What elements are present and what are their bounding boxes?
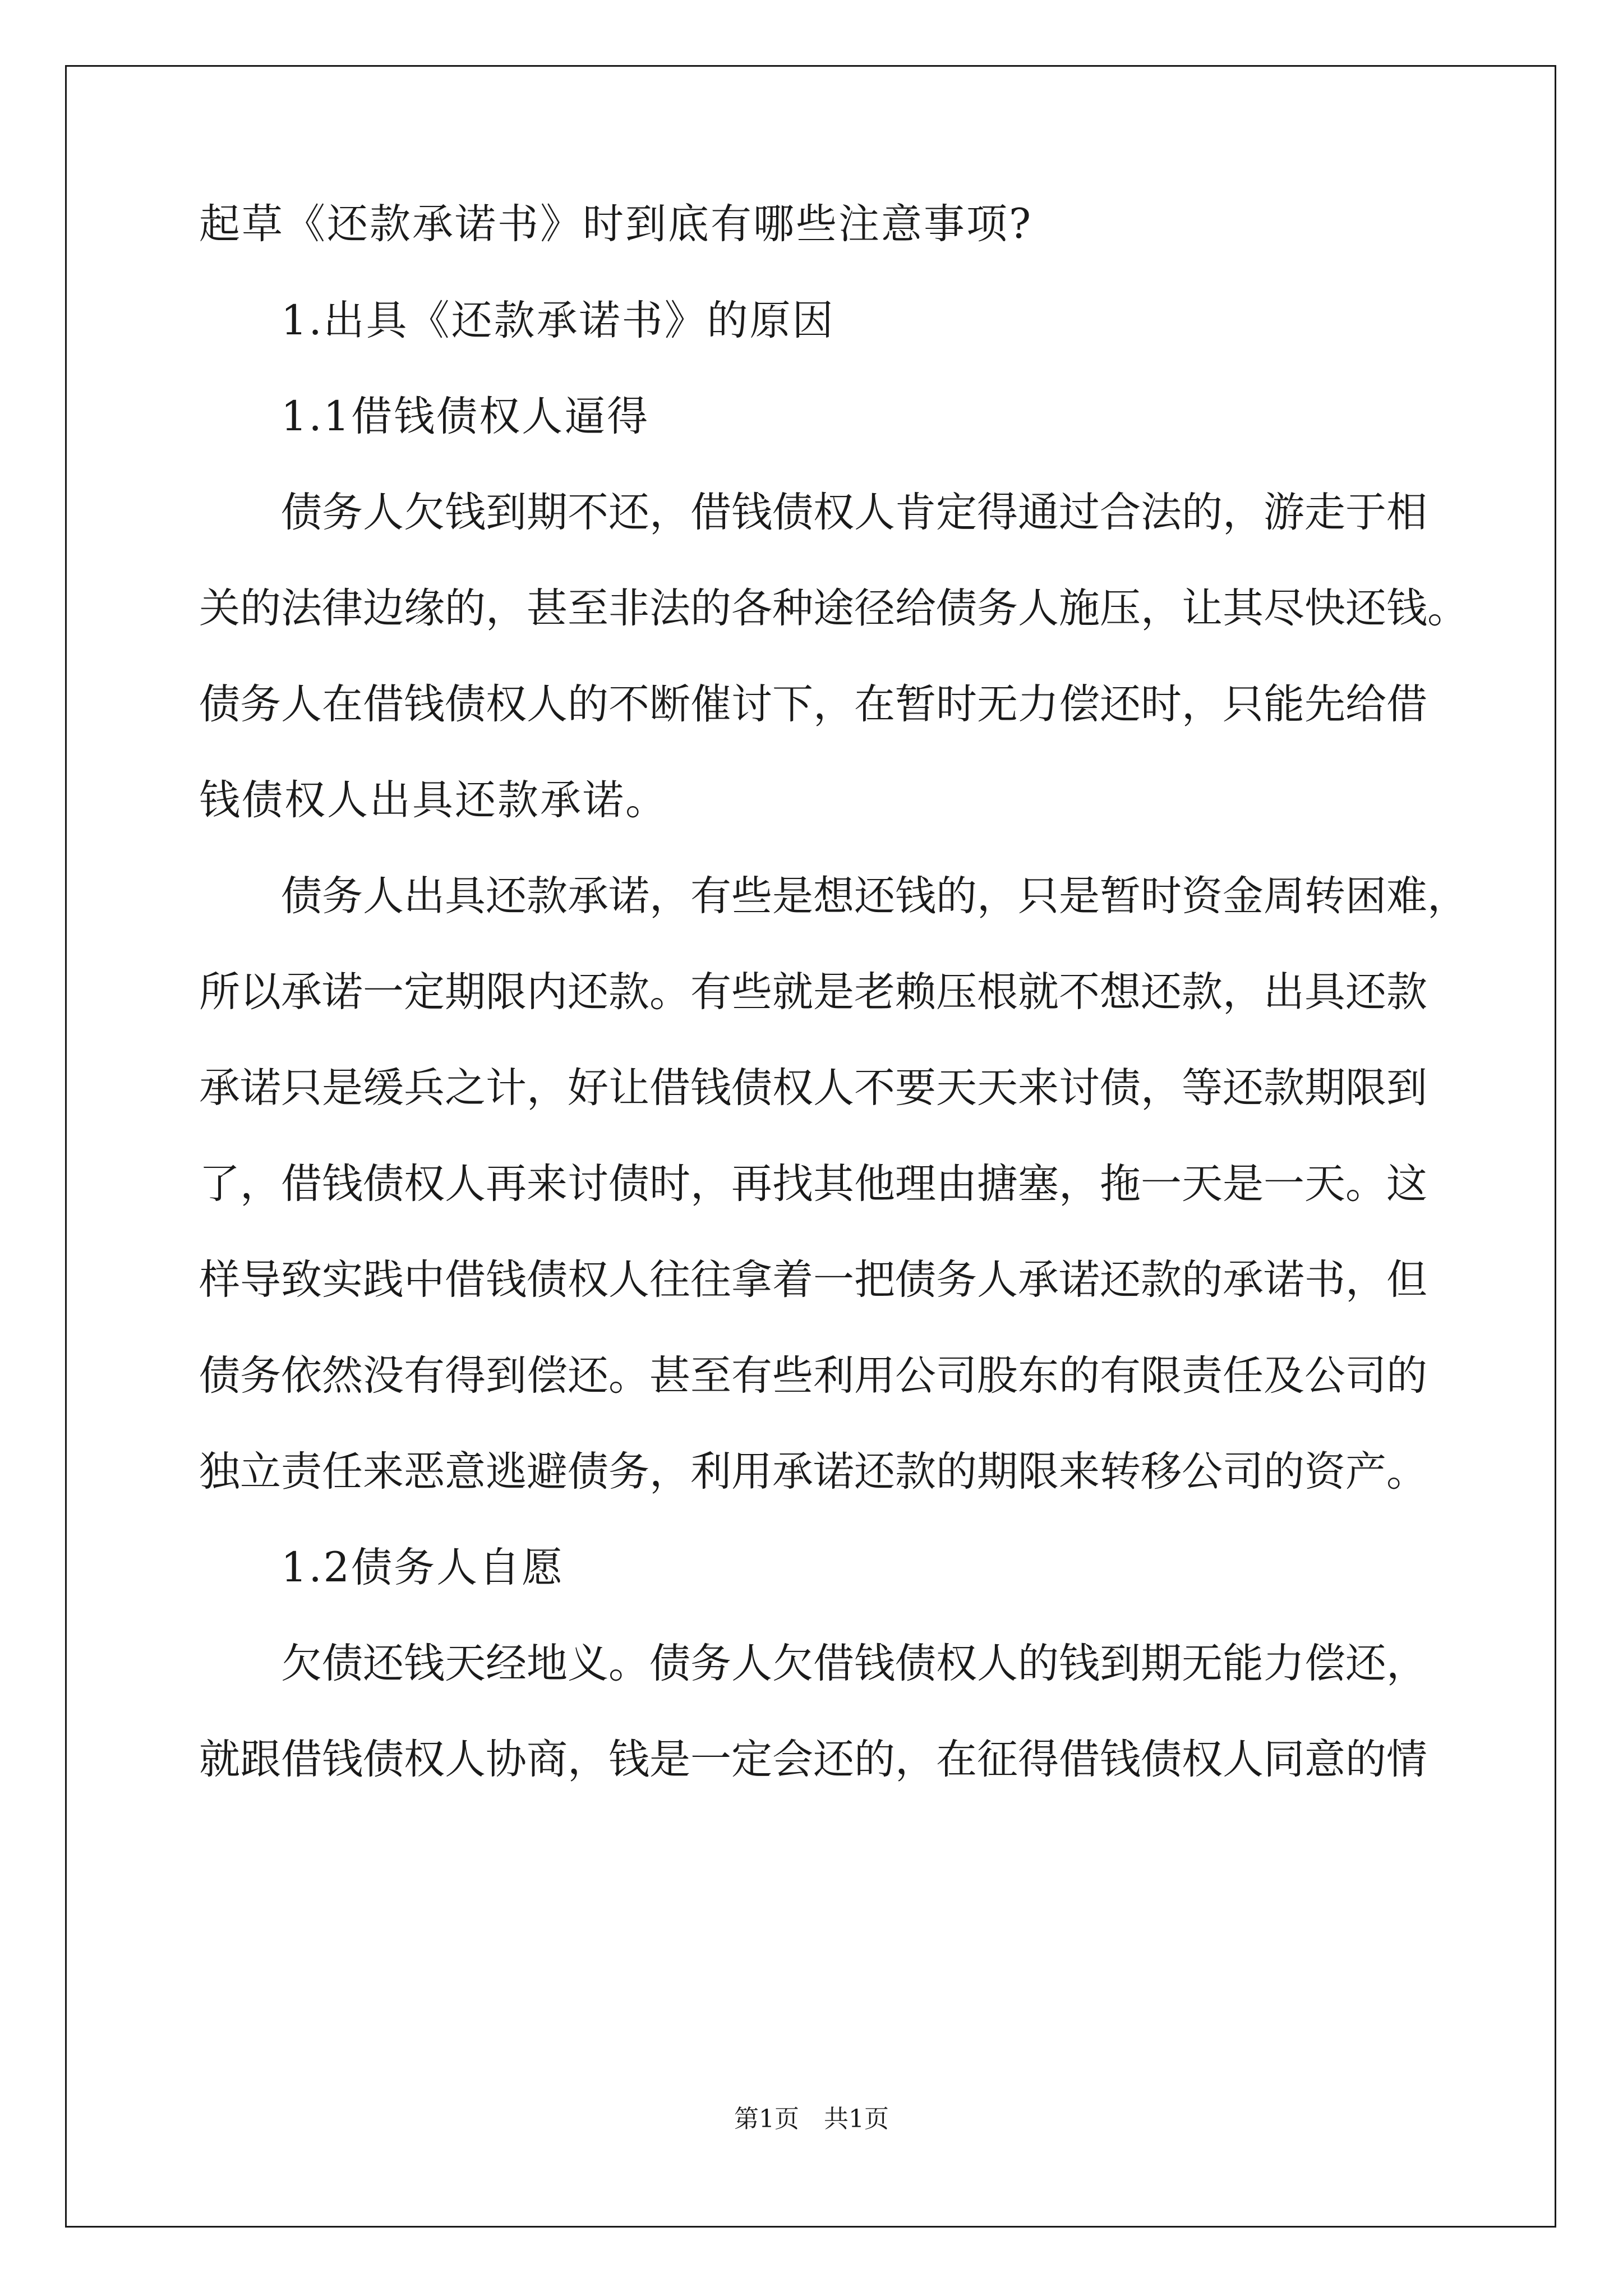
paragraph-line: 债务人在借钱债权人的不断催讨下，在暂时无力偿还时，只能先给借 — [199, 680, 1427, 728]
paragraph-line: 了，借钱债权人再来讨债时，再找其他理由搪塞，拖一天是一天。这 — [199, 1160, 1427, 1208]
paragraph-line: 钱债权人出具还款承诺。 — [199, 776, 668, 824]
paragraph-line: 欠债还钱天经地义。债务人欠借钱债权人的钱到期无能力偿还， — [281, 1640, 1427, 1687]
paragraph-line: 债务依然没有得到偿还。甚至有些利用公司股东的有限责任及公司的 — [199, 1352, 1427, 1400]
document-title: 起草《还款承诺书》时到底有哪些注意事项? — [199, 200, 1033, 248]
subsection-heading: 1.1借钱债权人逼得 — [281, 393, 650, 440]
paragraph-line: 样导致实践中借钱债权人往往拿着一把债务人承诺还款的承诺书，但 — [199, 1256, 1427, 1304]
page-border — [65, 65, 1556, 2228]
paragraph-line: 承诺只是缓兵之计，好让借钱债权人不要天天来讨债，等还款期限到 — [199, 1064, 1427, 1112]
paragraph-line: 所以承诺一定期限内还款。有些就是老赖压根就不想还款，出具还款 — [199, 968, 1427, 1016]
subsection-heading: 1.2债务人自愿 — [281, 1544, 565, 1591]
section-heading: 1.出具《还款承诺书》的原因 — [281, 297, 835, 344]
paragraph-line: 债务人欠钱到期不还，借钱债权人肯定得通过合法的，游走于相 — [281, 489, 1427, 536]
paragraph-line: 债务人出具还款承诺，有些是想还钱的，只是暂时资金周转困难， — [281, 872, 1468, 920]
page-number: 第1页 共1页 — [734, 2105, 889, 2133]
paragraph-line: 就跟借钱债权人协商，钱是一定会还的，在征得借钱债权人同意的情 — [199, 1736, 1427, 1783]
paragraph-line: 独立责任来恶意逃避债务，利用承诺还款的期限来转移公司的资产。 — [199, 1448, 1427, 1496]
paragraph-line: 关的法律边缘的，甚至非法的各种途径给债务人施压，让其尽快还钱。 — [199, 585, 1468, 632]
